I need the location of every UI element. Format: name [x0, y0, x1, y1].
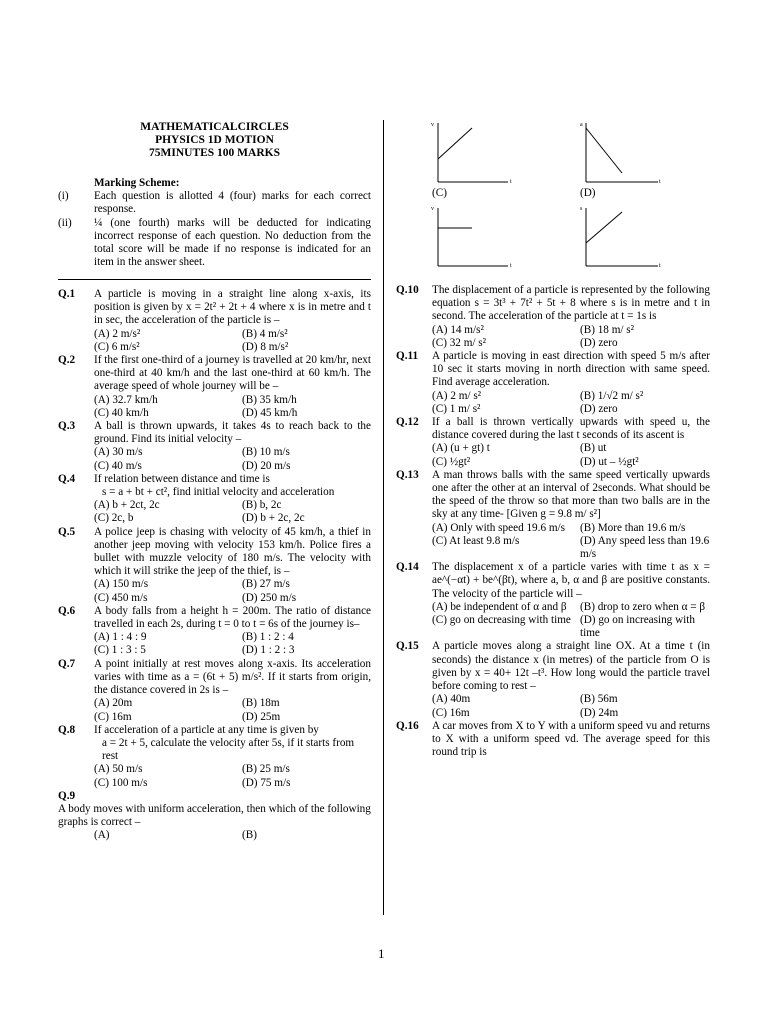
section-divider — [58, 279, 371, 280]
graph-c-label: (C) — [432, 187, 447, 199]
answer-option[interactable]: (C) 2c, b — [94, 512, 134, 525]
question-body — [396, 284, 710, 324]
answer-option[interactable]: (A) 40m — [432, 693, 471, 706]
answer-option[interactable]: (B) 25 m/s — [242, 763, 290, 776]
question — [58, 420, 371, 473]
marking-scheme — [58, 177, 371, 269]
answer-option[interactable]: (C) 1 : 3 : 5 — [94, 644, 146, 657]
answer-option[interactable]: (A) 1 : 4 : 9 — [94, 631, 147, 644]
option-grid — [58, 394, 371, 420]
question-text: The displacement of a particle is represented by the following equation s = 3t³ + 7t² + 5t + 8 where s is in metre and t in second. The acceleration of the particle at t = 1s is — [432, 284, 710, 323]
question-number: Q.10 — [396, 284, 419, 296]
option-grid — [58, 631, 371, 657]
answer-option[interactable]: (A) be independent of α and β — [432, 600, 567, 613]
question-body — [58, 420, 371, 446]
answer-option[interactable]: (B) 35 km/h — [242, 393, 297, 406]
question — [58, 724, 371, 790]
option-grid — [58, 499, 371, 525]
answer-option[interactable]: (D) go on increasing with time — [580, 614, 695, 640]
left-question-list — [58, 288, 371, 843]
question — [396, 350, 710, 416]
option-grid — [396, 601, 710, 641]
question-text: A ball is thrown upwards, it takes 4s to reach back to the ground. Find its initial velocity – — [94, 420, 371, 446]
axis-label-t: t — [659, 263, 661, 269]
option-grid — [58, 697, 371, 723]
question-number: Q.16 — [396, 719, 419, 732]
question-text: A point initially at rest moves along x-axis. Its acceleration varies with time as a = (6t + 5) m/s². If it starts from origin, the distance covered in 2s is – — [94, 657, 371, 697]
answer-option[interactable]: (C) 40 m/s — [94, 459, 142, 472]
answer-option[interactable]: (D) 24m — [580, 706, 619, 719]
question-number: Q.12 — [396, 416, 419, 429]
marking-item — [58, 190, 371, 216]
question-text: A body falls from a height h = 200m. The ratio of distance travelled in each 2s, during t = 0 to t = 6s of the journey is– — [94, 604, 371, 631]
question — [58, 354, 371, 420]
question — [58, 526, 371, 605]
question-body — [58, 658, 371, 698]
answer-option[interactable]: (A) 50 m/s — [94, 763, 143, 776]
graph-d-label: (D) — [580, 187, 596, 199]
right-question-list — [396, 284, 710, 759]
answer-option[interactable]: (C) 40 km/h — [94, 406, 149, 419]
axis-label-v: v — [431, 206, 434, 212]
answer-option[interactable]: (C) 1 m/ s² — [432, 402, 481, 415]
question — [58, 605, 371, 658]
answer-option[interactable]: (B) 10 m/s — [242, 446, 290, 459]
question-text: A particle is moving in east direction with speed 5 m/s after 10 sec it starts moving in north direction with same speed. Find average acceleration. — [432, 350, 710, 389]
answer-option[interactable]: (A) (u + gt) t — [432, 442, 490, 455]
question-body — [396, 720, 710, 760]
question-body — [396, 469, 710, 522]
answer-option[interactable]: (C) 100 m/s — [94, 776, 148, 789]
option-grid — [58, 763, 371, 789]
question-number: Q.14 — [396, 561, 419, 574]
marking-item-text: ¼ (one fourth) marks will be deducted for indicating incorrect response of each question. No deduction from the total score will be made if no response is indicated for an item in the answer sheet. — [94, 216, 371, 269]
answer-option[interactable]: (A) 14 m/s² — [432, 323, 484, 336]
question-number: Q.4 — [58, 472, 76, 485]
answer-option[interactable]: (C) 16m — [94, 710, 132, 723]
question-number: Q.13 — [396, 468, 419, 481]
question-number: Q.8 — [58, 723, 76, 736]
question-number: Q.7 — [58, 657, 76, 670]
doc-title: MATHEMATICALCIRCLES — [140, 121, 289, 133]
graph-c — [431, 122, 512, 185]
answer-option[interactable]: (A) 2 m/s² — [94, 327, 141, 340]
question-body — [58, 526, 371, 579]
question — [396, 416, 710, 469]
marking-item-num: (i) — [58, 190, 69, 203]
question-body — [396, 416, 710, 442]
question — [396, 640, 710, 719]
answer-option[interactable]: (B) 27 m/s — [242, 578, 290, 591]
page-number: 1 — [378, 946, 385, 961]
question-text: A man throws balls with the same speed vertically upwards one after the other at an interval of 2seconds. What should be the speed of the throw so that more than two balls are in the sky at any time- [Given g = 9.8 m/ s²] — [432, 468, 710, 521]
question-number: Q.3 — [58, 420, 76, 433]
answer-option[interactable]: (D) b + 2c, 2c — [242, 512, 305, 525]
question-text: If relation between distance and time is — [94, 472, 270, 485]
answer-option[interactable]: (A) 150 m/s — [94, 578, 149, 591]
question — [396, 469, 710, 561]
answer-option[interactable]: (D) 8 m/s² — [242, 340, 289, 353]
graph-a — [431, 206, 512, 269]
answer-option[interactable]: (A) 2 m/ s² — [432, 389, 482, 402]
marking-item-text: Each question is allotted 4 (four) marks for each correct response. — [94, 190, 371, 216]
answer-option[interactable]: (A) Only with speed 19.6 m/s — [432, 521, 565, 534]
q9-graphs — [400, 116, 700, 276]
option-grid — [58, 446, 371, 472]
answer-option[interactable]: (D) 25m — [242, 710, 281, 723]
question-body — [396, 350, 710, 390]
graph-d — [580, 122, 661, 185]
question-number: Q.1 — [58, 288, 76, 300]
marking-scheme-title: Marking Scheme: — [94, 177, 180, 189]
question-body — [58, 473, 371, 486]
marking-item-num: (ii) — [58, 216, 72, 229]
option-grid — [396, 324, 710, 350]
answer-option[interactable]: (B) 18m — [242, 697, 280, 710]
answer-option[interactable]: (B) b, 2c — [242, 499, 282, 512]
answer-option[interactable]: (B) 18 m/ s² — [580, 323, 635, 336]
answer-option[interactable]: (D) zero — [580, 402, 618, 415]
option-grid — [396, 390, 710, 416]
question-number: Q.6 — [58, 604, 76, 617]
question-body — [58, 724, 371, 737]
option-grid — [58, 578, 371, 604]
question — [396, 284, 710, 350]
answer-option[interactable]: (C) 32 m/ s² — [432, 336, 487, 349]
answer-option[interactable]: (A) 32.7 km/h — [94, 393, 158, 406]
question-text: A body moves with uniform acceleration, then which of the following graphs is correct – — [58, 802, 371, 829]
answer-option[interactable]: (D) Any speed less than 19.6 m/s — [580, 534, 710, 561]
answer-option[interactable]: (D) 250 m/s — [242, 591, 297, 604]
answer-option[interactable]: (D) zero — [580, 336, 618, 349]
axis-label-t: t — [659, 179, 661, 185]
question-text: If the first one-third of a journey is travelled at 20 km/hr, next one-third at 40 km/h and the last one-third at 60 km/h. The average speed of whole journey will be – — [94, 354, 371, 393]
answer-option[interactable]: (C) ½gt² — [432, 455, 471, 468]
question-number: Q.9 — [58, 789, 76, 802]
question-text: A car moves from X to Y with a uniform speed vu and returns to X with a uniform speed vd. The average speed for this round trip is — [432, 719, 710, 759]
question-body — [58, 605, 371, 631]
answer-option[interactable]: (B) 1 : 2 : 4 — [242, 631, 294, 644]
answer-option[interactable]: (C) go on decreasing with time — [432, 614, 571, 627]
answer-option[interactable]: (B) drop to zero when α = β — [580, 600, 706, 613]
question-text: A particle is moving in a straight line along x-axis, its position is given by x = 2t² + 2t + 4 where x is in metre and t in sec, the acceleration of the particle is – — [94, 288, 371, 327]
question-number: Q.2 — [58, 354, 76, 367]
answer-option[interactable]: (B) ut — [580, 442, 607, 455]
answer-option[interactable]: (A) 20m — [94, 697, 133, 710]
question — [58, 790, 371, 843]
question — [396, 561, 710, 640]
question-text: If a ball is thrown vertically upwards with speed u, the distance covered during the last t seconds of its ascent is — [432, 416, 710, 442]
question-body — [58, 354, 371, 394]
answer-option[interactable]: (D) 1 : 2 : 3 — [242, 644, 295, 657]
answer-option[interactable]: (D) 20 m/s — [242, 459, 291, 472]
answer-option[interactable]: (B) 1/√2 m/ s² — [580, 389, 644, 402]
question — [396, 720, 710, 760]
option-grid — [396, 522, 710, 562]
axis-label-t: t — [510, 179, 512, 185]
question-text-continued: a = 2t + 5, calculate the velocity after 5s, if it starts from rest — [102, 736, 355, 763]
answer-option[interactable]: (B) — [242, 829, 257, 842]
axis-label-s: s — [580, 206, 583, 212]
question-body — [396, 640, 710, 693]
answer-option[interactable]: (D) ut – ½gt² — [580, 455, 639, 468]
option-grid — [58, 328, 371, 354]
answer-option[interactable]: (D) 45 km/h — [242, 406, 298, 419]
question-number: Q.5 — [58, 525, 76, 538]
marking-item — [58, 217, 371, 270]
question — [58, 658, 371, 724]
answer-option[interactable]: (B) 56m — [580, 693, 618, 706]
question-text: A police jeep is chasing with velocity of 45 km/h, a thief in another jeep moving with velocity 153 km/h. Police fires a bullet with muzzle velocity of 180 m/s. The velocity with which it will strike the jeep of the thief, is – — [94, 525, 371, 578]
graph-b — [580, 206, 661, 269]
answer-option[interactable]: (C) 450 m/s — [94, 591, 148, 604]
question-text-continued: s = a + bt + ct², find initial velocity and acceleration — [102, 486, 335, 499]
question-text: A particle moves along a straight line OX. At a time t (in seconds) the distance x (in metres) of the particle from O is given by x = 40+ 12t –t³. How long would the particle travel before coming to rest – — [432, 640, 710, 693]
answer-option[interactable]: (D) 75 m/s — [242, 776, 291, 789]
question — [58, 288, 371, 354]
question-number: Q.15 — [396, 640, 419, 653]
answer-option[interactable]: (B) 4 m/s² — [242, 327, 288, 340]
question-number: Q.11 — [396, 350, 419, 363]
doc-subtitle: PHYSICS 1D MOTION — [155, 134, 274, 146]
column-divider — [383, 120, 384, 915]
axis-label-v: v — [431, 122, 434, 128]
question-body — [396, 561, 710, 601]
answer-option[interactable]: (C) 6 m/s² — [94, 340, 140, 353]
question — [58, 473, 371, 526]
axis-label-a: a — [580, 122, 583, 128]
answer-option[interactable]: (C) At least 9.8 m/s — [432, 534, 520, 547]
option-grid — [396, 442, 710, 468]
question-body — [58, 288, 371, 328]
answer-option[interactable]: (A) — [94, 829, 110, 842]
answer-option[interactable]: (A) 30 m/s — [94, 446, 143, 459]
answer-option[interactable]: (C) 16m — [432, 706, 470, 719]
option-grid — [58, 829, 371, 842]
question-text: If acceleration of a particle at any time is given by — [94, 723, 319, 736]
question-text: The displacement x of a particle varies with time t as x = ae^(−αt) + be^(βt), where a, b, α and β are positive constants. The velocity of the particle will – — [432, 561, 710, 600]
doc-duration: 75MINUTES 100 MARKS — [149, 147, 280, 159]
answer-option[interactable]: (A) b + 2ct, 2c — [94, 499, 160, 512]
option-grid — [396, 693, 710, 719]
answer-option[interactable]: (B) More than 19.6 m/s — [580, 521, 686, 534]
axis-label-t: t — [510, 263, 512, 269]
